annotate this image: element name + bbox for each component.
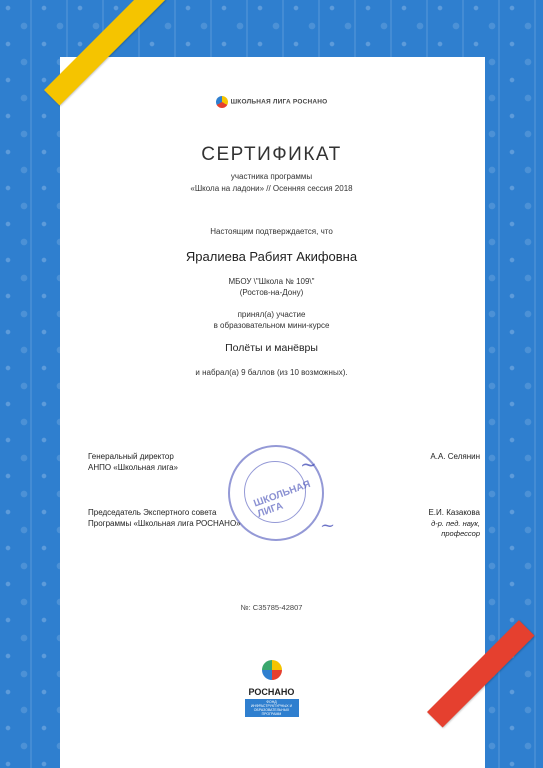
signatory-2-degree: д-р. пед. наук, bbox=[431, 518, 480, 528]
subtitle-line2: «Школа на ладони» // Осенняя сессия 2018 bbox=[190, 184, 353, 193]
stamp-text: ШКОЛЬНАЯ ЛИГА bbox=[252, 478, 312, 520]
certificate-title: СЕРТИФИКАТ bbox=[201, 144, 342, 165]
signatory-2-role-line1: Председатель Экспертного совета bbox=[88, 508, 217, 517]
signatory-2-role bbox=[88, 508, 241, 529]
signatory-1-role-line1: Генеральный директор bbox=[88, 452, 174, 461]
subtitle-line1: участника программы bbox=[230, 172, 313, 181]
logo-top-label: ШКОЛЬНАЯ ЛИГА РОСНАНО bbox=[230, 98, 328, 106]
rosnano-word: РОСНАНО bbox=[248, 687, 295, 697]
course-name: Полёты и манёвры bbox=[225, 342, 318, 354]
signatory-1-role-line2: АНПО «Школьная лига» bbox=[88, 462, 178, 472]
rosnano-tagline: ФОНД ИНФРАСТРУКТУРНЫХ И ОБРАЗОВАТЕЛЬНЫХ ПРОГРАММ bbox=[245, 699, 299, 717]
confirm-text: Настоящим подтверждается, что bbox=[210, 227, 333, 236]
school-league-logo bbox=[0, 96, 543, 108]
league-logo-icon bbox=[216, 96, 228, 108]
signatory-1-role bbox=[88, 452, 178, 473]
signatory-1-name: А.А. Селянин bbox=[430, 452, 480, 461]
signature-chair: ~ bbox=[320, 515, 336, 536]
signatory-2-title: профессор bbox=[441, 529, 480, 538]
participation-line1: принял(а) участие bbox=[237, 310, 306, 319]
recipient-city: (Ростов-на-Дону) bbox=[239, 288, 304, 297]
signatory-2-name: Е.И. Казакова bbox=[428, 508, 480, 517]
rosnano-logo bbox=[0, 660, 543, 720]
signatory-2-block bbox=[428, 508, 480, 540]
rosnano-logo-icon bbox=[262, 660, 282, 680]
recipient-school: МБОУ \"Школа № 109\" bbox=[228, 277, 315, 286]
signature-director: ~ bbox=[300, 452, 317, 476]
recipient-name: Яралиева Рабият Акифовна bbox=[185, 249, 358, 264]
signatory-2-role-line2: Программы «Школьная лига РОСНАНО» bbox=[88, 518, 241, 528]
score-text: и набрал(а) 9 баллов (из 10 возможных). bbox=[195, 368, 348, 377]
certificate-number: №: C35785-42807 bbox=[240, 603, 303, 612]
participation-line2: в образовательном мини-курсе bbox=[213, 321, 330, 330]
